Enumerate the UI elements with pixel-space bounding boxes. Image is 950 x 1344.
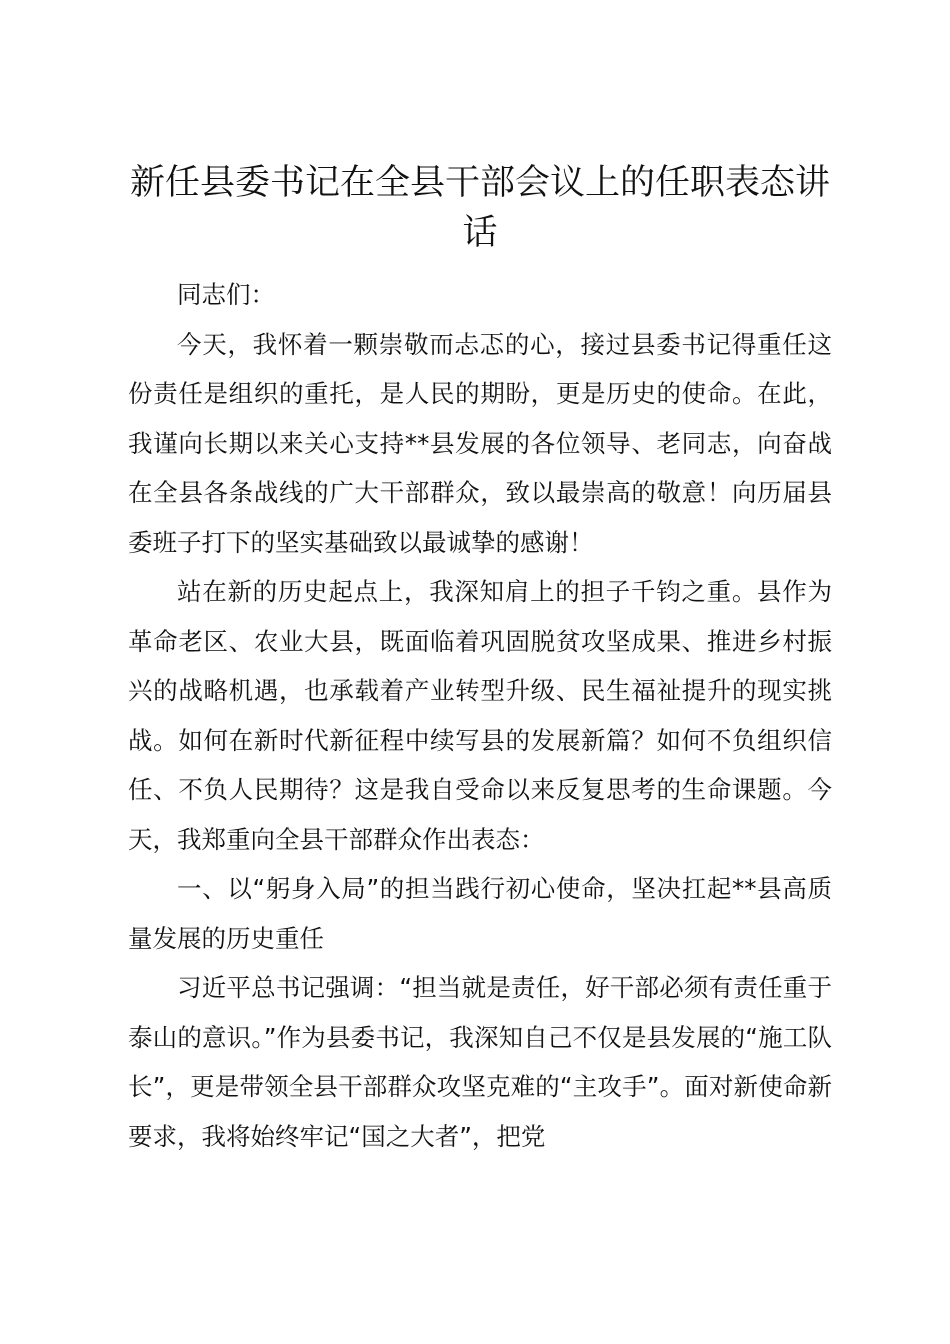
paragraph-context: 站在新的历史起点上，我深知肩上的担子千钧之重。县作为革命老区、农业大县，既面临着巩固脱贫攻坚成果、推进乡村振兴的战略机遇，也承载着产业转型升级、民生福祉提升的现实挑战。如何在新时代新征程中续写县的发展新篇？如何不负组织信任、不负人民期待？这是我自受命以来反复思考的生命课题。今天，我郑重向全县干部群众作出表态： <box>128 577 832 854</box>
paragraph-opening: 今天，我怀着一颗崇敬而忐忑的心，接过县委书记得重任这份责任是组织的重托，是人民的期盼，更是历史的使命。在此，我谨向长期以来关心支持**县发展的各位领导、老同志，向奋战在全县各条战线的广大干部群众，致以最崇高的敬意！向历届县委班子打下的坚实基础致以最诚挚的感谢！ <box>128 329 832 557</box>
document-title: 新任县委书记在全县干部会议上的任职表态讲话 <box>129 163 830 253</box>
greeting: 同志们： <box>177 280 275 309</box>
paragraph-section-1: 习近平总书记强调：“担当就是责任，好干部必须有责任重于泰山的意识。”作为县委书记，我深知自己不仅是县发展的“施工队长”，更是带领全县干部群众攻坚克难的“主攻手”。面对新使命新要求，我将始终牢记“国之大者”，把党 <box>128 973 832 1151</box>
section-heading-1: 一、以“躬身入局”的担当践行初心使命，坚决扛起**县高质量发展的历史重任 <box>128 874 832 953</box>
document-page <box>128 158 832 1161</box>
